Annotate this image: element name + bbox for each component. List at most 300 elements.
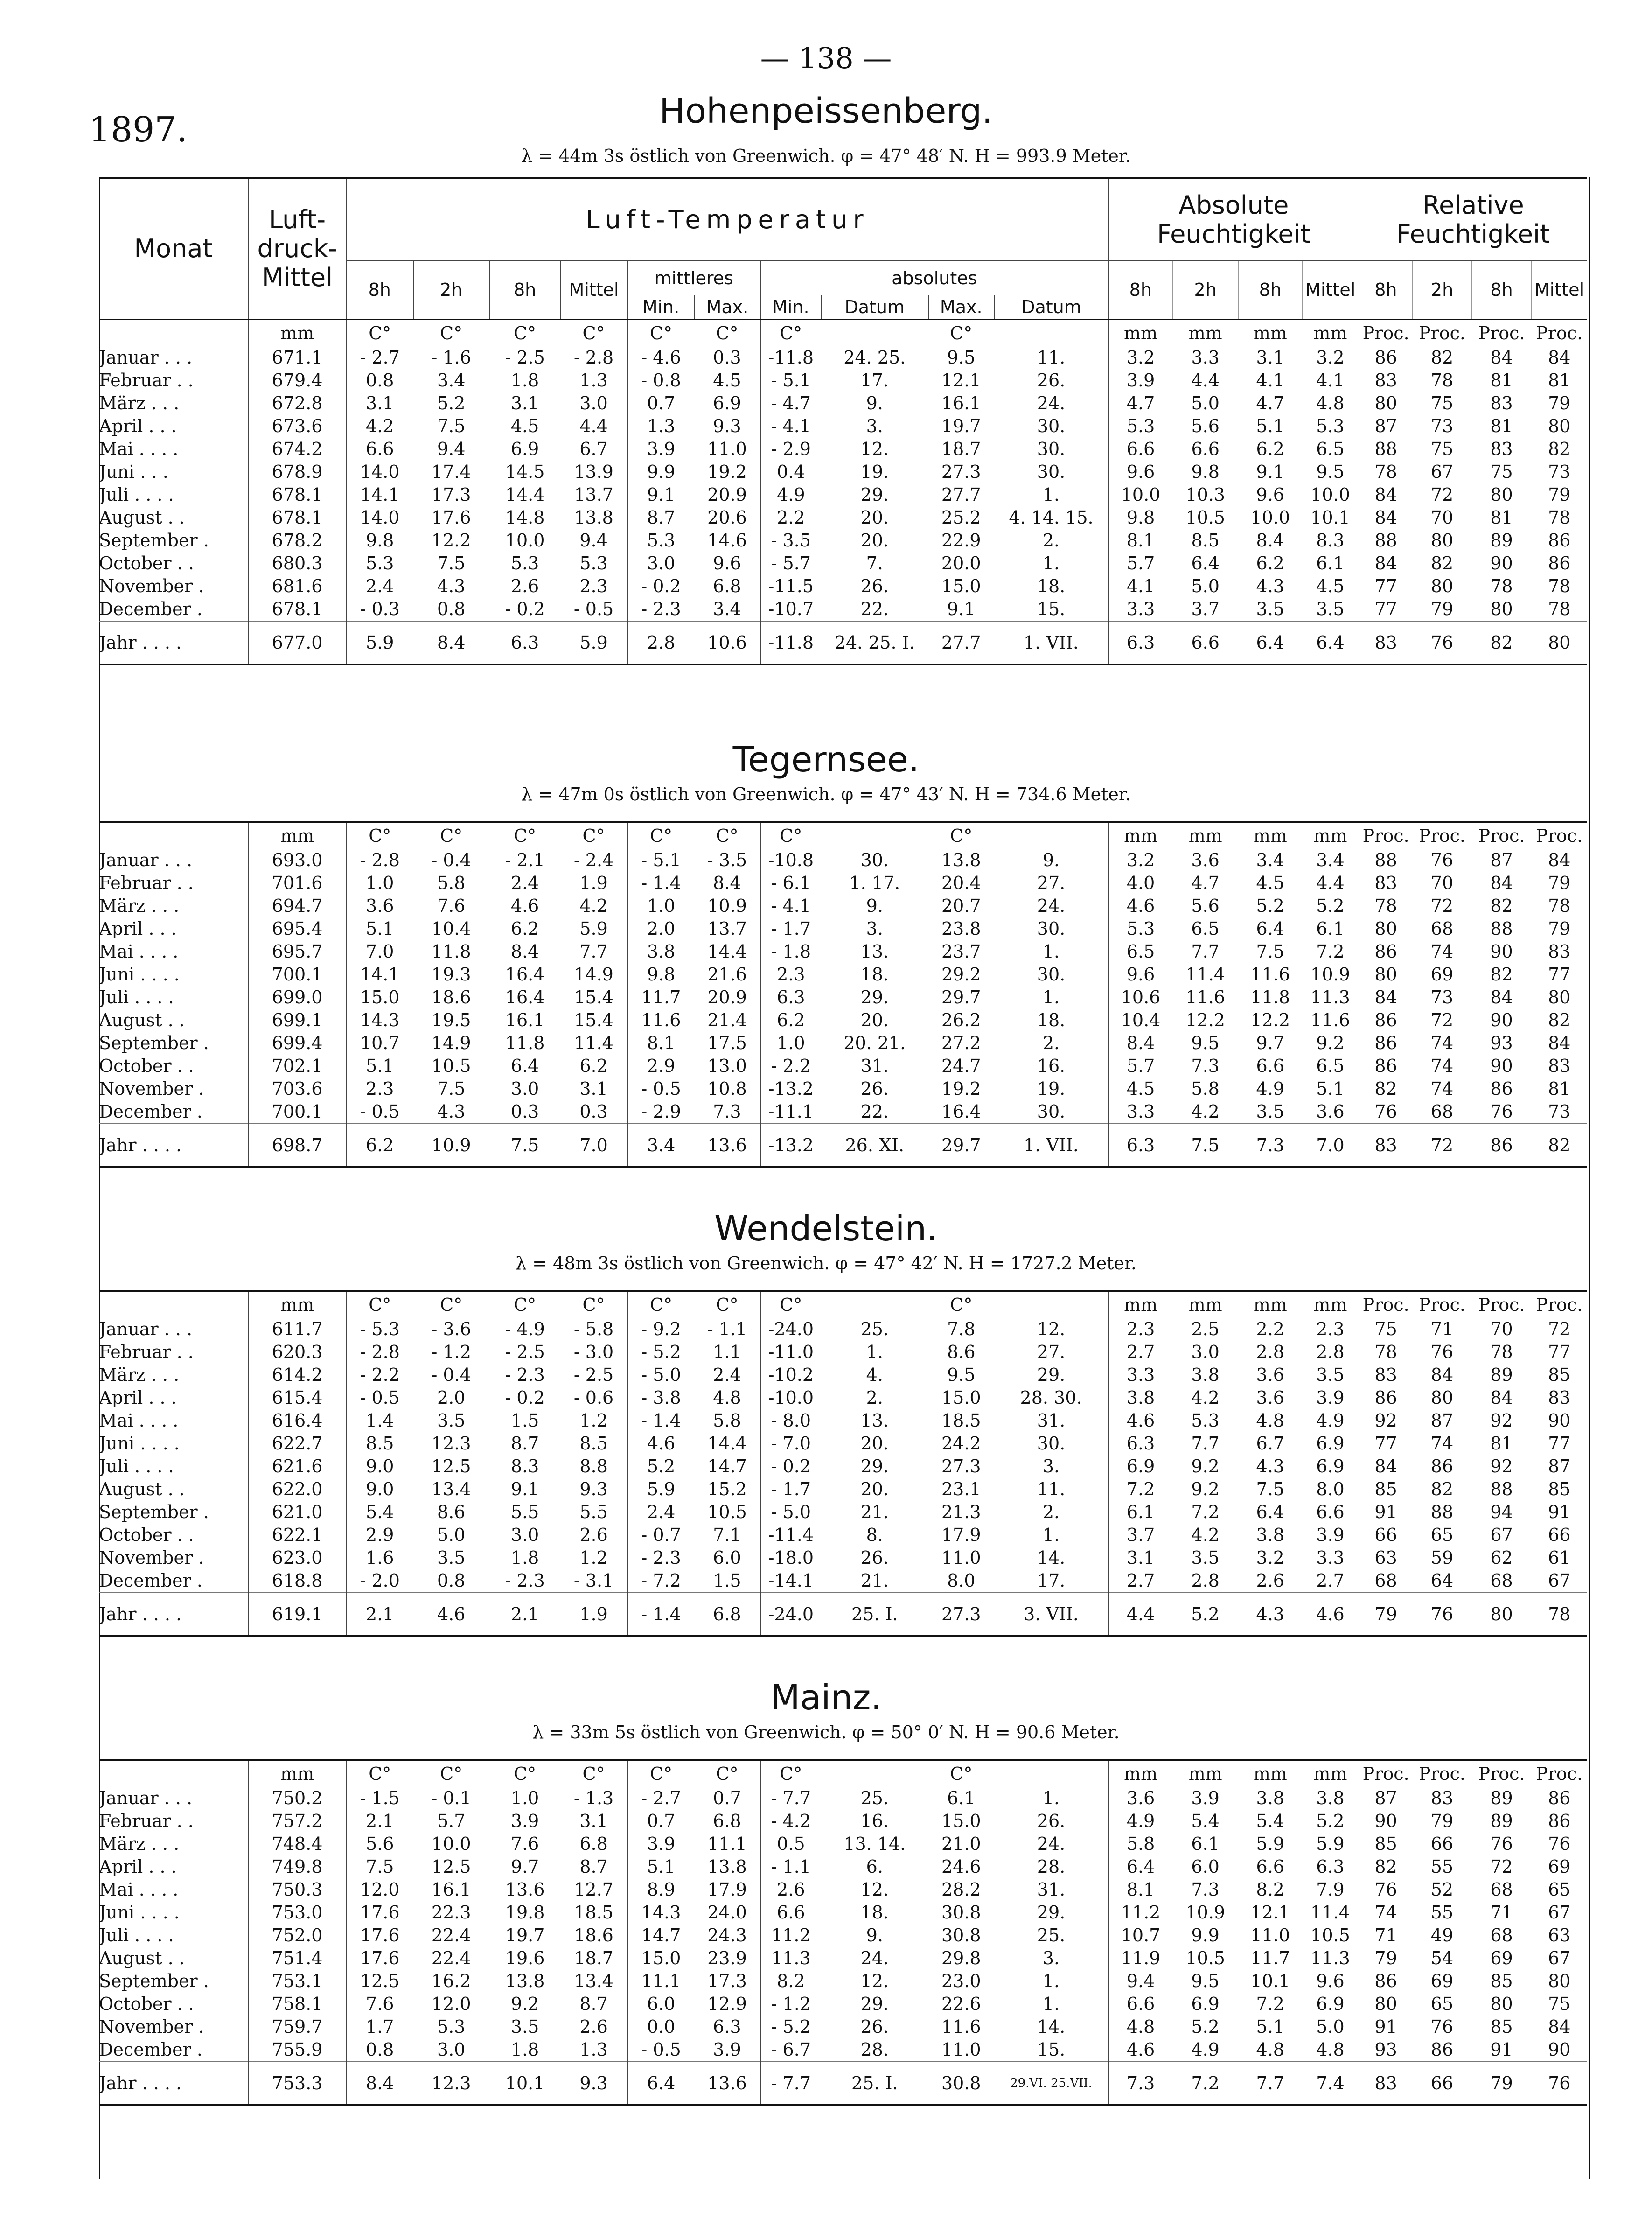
data-cell: 10.6 <box>1108 986 1172 1009</box>
unit-cell: C° <box>627 1291 695 1318</box>
data-cell: 2.0 <box>627 917 695 940</box>
data-cell: 4.3 <box>1256 576 1284 596</box>
data-cell: 6.0 <box>713 1547 741 1568</box>
data-cell: 7.5 <box>1256 941 1284 962</box>
data-cell: 10.3 <box>1185 484 1225 505</box>
data-cell: 30. <box>1037 964 1066 985</box>
jahr-cell: 10.1 <box>489 2062 560 2105</box>
data-cell: 14. <box>1037 1547 1066 1568</box>
data-cell: 15.0 <box>941 576 981 596</box>
data-cell: 3.5 <box>1256 599 1284 619</box>
data-cell: - 3.6 <box>431 1319 471 1339</box>
data-cell: 12. <box>860 1971 889 1991</box>
data-cell: 19.7 <box>941 416 981 436</box>
jahr-cell: 7.0 <box>1302 1124 1359 1167</box>
data-cell: 0.7 <box>713 1788 741 1808</box>
data-cell: 76 <box>1490 1101 1513 1122</box>
data-cell: 10.7 <box>346 1032 413 1055</box>
month-label: Juli . . . . <box>99 1925 174 1946</box>
data-cell: 12.5 <box>346 1970 413 1993</box>
data-cell: 71 <box>1430 1319 1454 1339</box>
data-cell: 755.9 <box>248 2038 346 2062</box>
month-label: August . . <box>99 1479 185 1499</box>
data-cell: - 1.2 <box>431 1342 471 1362</box>
data-cell: 70 <box>1430 507 1454 528</box>
table-row <box>99 1409 1587 1432</box>
table-row <box>99 1901 1587 1924</box>
data-cell: 9.1 <box>1256 462 1284 482</box>
unit-cell: mm <box>1238 822 1302 849</box>
data-cell: 84 <box>1359 506 1413 529</box>
data-cell: - 7.0 <box>760 1432 821 1455</box>
data-cell: 3.6 <box>1256 1387 1284 1408</box>
unit-cell: C° <box>346 822 413 849</box>
table-row <box>99 506 1587 529</box>
data-cell: 19.7 <box>505 1925 545 1946</box>
data-cell: 1.5 <box>510 1410 539 1431</box>
jahr-cell: 66 <box>1413 2062 1472 2105</box>
data-cell: 703.6 <box>248 1078 346 1100</box>
unit-cell: C° <box>694 1291 760 1318</box>
data-cell: 4.8 <box>1108 2016 1172 2038</box>
data-cell: 3.3 <box>1108 598 1172 621</box>
data-cell: 750.3 <box>248 1878 346 1901</box>
data-cell: 678.9 <box>248 461 346 483</box>
header-hour: 8h <box>489 261 560 320</box>
data-cell: 13.9 <box>574 462 613 482</box>
data-cell: 75 <box>1490 462 1513 482</box>
unit-cell: C° <box>760 320 821 347</box>
data-cell: 75 <box>1430 393 1454 413</box>
data-cell: 2.5 <box>1191 1319 1220 1339</box>
data-cell: - 4.6 <box>627 346 695 369</box>
data-cell: 9.1 <box>627 483 695 506</box>
data-cell: 85 <box>1359 1478 1413 1501</box>
data-cell: 4.1 <box>1256 370 1284 391</box>
data-cell: 3.7 <box>1108 1524 1172 1547</box>
jahr-cell: 26. XI. <box>821 1124 928 1167</box>
data-cell: 49 <box>1430 1925 1454 1946</box>
data-cell: 86 <box>1359 1386 1413 1409</box>
table-row <box>99 2016 1587 2038</box>
jahr-cell: 5.9 <box>560 621 627 665</box>
data-cell: 1.0 <box>760 1032 821 1055</box>
header-hour: Mittel <box>1532 261 1587 320</box>
data-cell: 3.6 <box>1316 1101 1345 1122</box>
data-cell: 5.1 <box>346 917 413 940</box>
month-label: November . <box>99 2016 204 2037</box>
jahr-cell: 29.VI. 25.VII. <box>994 2062 1108 2105</box>
data-cell: 7.5 <box>437 1078 466 1099</box>
data-cell: 2.1 <box>346 1810 413 1833</box>
data-cell: 71 <box>1490 1902 1513 1923</box>
data-cell: - 1.4 <box>627 1409 695 1432</box>
data-cell: 89 <box>1490 1365 1513 1385</box>
data-cell: 7.3 <box>713 1101 741 1122</box>
jahr-cell: 80 <box>1471 1593 1531 1636</box>
unit-cell: Proc. <box>1413 1291 1472 1318</box>
data-cell: 3. <box>1042 1456 1060 1477</box>
data-cell: 5.9 <box>579 918 608 939</box>
data-cell: 9. <box>866 1925 883 1946</box>
data-cell: 4.9 <box>1108 1810 1172 1833</box>
data-cell: 1. <box>1042 1788 1060 1808</box>
data-cell: 78 <box>1430 370 1454 391</box>
data-cell: 699.1 <box>248 1009 346 1032</box>
data-cell: 2.6 <box>579 1525 608 1545</box>
data-cell: 28. <box>1037 1856 1066 1877</box>
data-cell: 7.9 <box>1316 1879 1345 1900</box>
data-cell: 19.5 <box>431 1010 471 1030</box>
data-cell: - 5.1 <box>760 369 821 392</box>
data-cell: - 5.2 <box>760 2016 821 2038</box>
data-cell: 16. <box>1037 1056 1066 1076</box>
data-cell: 4.5 <box>1108 1078 1172 1100</box>
data-cell: 5.2 <box>627 1455 695 1478</box>
data-cell: - 5.3 <box>346 1318 413 1341</box>
data-cell: - 2.3 <box>505 1570 545 1591</box>
data-cell: 4.2 <box>1191 1101 1220 1122</box>
data-cell: 52 <box>1430 1879 1454 1900</box>
data-cell: 8.4 <box>713 873 741 893</box>
data-cell: 12. <box>1037 1319 1066 1339</box>
table-row <box>99 1318 1587 1341</box>
jahr-cell: 7.7 <box>1238 2062 1302 2105</box>
jahr-row <box>99 1593 1587 1636</box>
data-cell: 4.7 <box>1108 392 1172 415</box>
data-cell: 14.4 <box>707 1433 747 1454</box>
data-cell: 11.3 <box>1310 987 1350 1008</box>
data-cell: - 0.1 <box>431 1788 471 1808</box>
data-cell: 8.9 <box>627 1878 695 1901</box>
jahr-cell: 7.5 <box>1172 1124 1238 1167</box>
data-cell: 15.4 <box>574 1010 613 1030</box>
data-cell: 5.3 <box>579 553 608 574</box>
data-cell: 5.1 <box>1256 416 1284 436</box>
data-cell: 90 <box>1490 1010 1513 1030</box>
data-cell: 65 <box>1430 1994 1454 2014</box>
data-cell: 80 <box>1548 1971 1571 1991</box>
data-cell: 748.4 <box>248 1833 346 1855</box>
table-row <box>99 1032 1587 1055</box>
unit-cell: Proc. <box>1359 1760 1413 1787</box>
data-cell: 83 <box>1490 439 1513 459</box>
data-cell: - 4.9 <box>505 1319 545 1339</box>
data-cell: 9.4 <box>1108 1970 1172 1993</box>
data-cell: 9.5 <box>1191 1971 1220 1991</box>
data-cell: 3.2 <box>1316 347 1345 368</box>
jahr-cell: 12.3 <box>413 2062 489 2105</box>
data-cell: 11.7 <box>1250 1948 1290 1968</box>
data-cell: 6.8 <box>713 1811 741 1831</box>
data-cell: 20.9 <box>707 484 747 505</box>
data-cell: 4.3 <box>1256 1456 1284 1477</box>
unit-cell: Proc. <box>1532 1291 1587 1318</box>
data-cell: - 5.7 <box>760 552 821 575</box>
data-cell: 9.3 <box>579 1479 608 1499</box>
jahr-cell: 83 <box>1359 621 1413 665</box>
data-cell: 2. <box>866 1387 883 1408</box>
month-label: Januar . . . <box>99 1319 193 1339</box>
data-cell: 68 <box>1430 1101 1454 1122</box>
data-cell: 4.1 <box>1316 370 1345 391</box>
data-cell: 26. <box>860 2016 889 2037</box>
data-cell: 9.2 <box>1191 1456 1220 1477</box>
data-cell: - 5.0 <box>760 1501 821 1524</box>
data-cell: 13. <box>860 941 889 962</box>
data-cell: 75 <box>1430 439 1454 459</box>
data-cell: 6.6 <box>1108 438 1172 461</box>
data-cell: 4.0 <box>1108 872 1172 895</box>
data-cell: 80 <box>1490 1994 1513 2014</box>
data-cell: 16.4 <box>941 1101 981 1122</box>
unit-cell: Proc. <box>1359 1291 1413 1318</box>
data-cell: 24.2 <box>941 1433 981 1454</box>
data-cell: 10.9 <box>707 896 747 916</box>
data-cell: 82 <box>1490 896 1513 916</box>
data-cell: 2.8 <box>1316 1342 1345 1362</box>
table-row <box>99 1501 1587 1524</box>
jahr-cell: 76 <box>1413 1593 1472 1636</box>
data-cell: 6.2 <box>760 1009 821 1032</box>
data-cell: 8.8 <box>579 1456 608 1477</box>
data-cell: - 6.1 <box>760 872 821 895</box>
data-cell: 10.0 <box>431 1834 471 1854</box>
data-cell: 13.7 <box>574 484 613 505</box>
data-cell: - 4.1 <box>760 415 821 438</box>
jahr-cell: 753.3 <box>248 2062 346 2105</box>
data-cell: 54 <box>1430 1948 1454 1968</box>
month-label: December . <box>99 1570 202 1591</box>
data-cell: 15.0 <box>346 986 413 1009</box>
data-cell: - 2.0 <box>346 1569 413 1593</box>
data-cell: 2.3 <box>760 963 821 986</box>
month-label: März . . . <box>99 393 180 413</box>
header-hour: 2h <box>1413 261 1472 320</box>
data-cell: - 1.7 <box>760 1478 821 1501</box>
jahr-cell: - 1.4 <box>627 1593 695 1636</box>
header-hour: Mittel <box>560 261 627 320</box>
data-cell: 3.2 <box>1108 346 1172 369</box>
month-label: Februar . . <box>99 873 194 893</box>
data-cell: 9.6 <box>1256 484 1284 505</box>
data-cell: 86 <box>1548 530 1571 551</box>
data-cell: 8.6 <box>437 1502 466 1522</box>
data-cell: 6.2 <box>510 918 539 939</box>
unit-cell: C° <box>346 1760 413 1787</box>
station-coordinates: λ = 44m 3s östlich von Greenwich. φ = 47° 48′ N. H = 993.9 Meter. <box>521 146 1131 166</box>
data-cell: 3.4 <box>437 370 466 391</box>
data-cell: 4.8 <box>1316 393 1345 413</box>
data-cell: - 0.6 <box>573 1387 614 1408</box>
data-cell: 83 <box>1430 1788 1454 1808</box>
data-cell: 3.5 <box>437 1410 466 1431</box>
data-cell: 86 <box>1359 346 1413 369</box>
header-hour: 8h <box>1472 261 1532 320</box>
data-cell: 14.0 <box>346 506 413 529</box>
table-row <box>99 575 1587 598</box>
unit-cell: Proc. <box>1532 320 1587 347</box>
data-cell: - 1.3 <box>573 1788 614 1808</box>
data-cell: 11.0 <box>941 1547 981 1568</box>
data-cell: 1.8 <box>510 1547 539 1568</box>
month-label: November . <box>99 576 204 596</box>
jahr-cell: 4.6 <box>413 1593 489 1636</box>
data-cell: 11.2 <box>1108 1901 1172 1924</box>
data-cell: 17.5 <box>707 1033 747 1053</box>
data-cell: 12.9 <box>707 1994 747 2014</box>
data-cell: 74 <box>1430 1078 1454 1099</box>
data-cell: 84 <box>1430 1365 1454 1385</box>
data-cell: 29.8 <box>941 1948 981 1968</box>
data-cell: 7.6 <box>437 896 466 916</box>
month-label: Februar . . <box>99 1342 194 1362</box>
data-cell: 4.9 <box>1316 1410 1345 1431</box>
data-cell: 0.5 <box>760 1833 821 1855</box>
data-cell: 78 <box>1548 896 1571 916</box>
data-cell: 14.8 <box>505 507 545 528</box>
data-cell: 23.0 <box>941 1971 981 1991</box>
data-cell: 9.9 <box>627 461 695 483</box>
data-cell: 66 <box>1359 1524 1413 1547</box>
data-cell: - 0.5 <box>346 1100 413 1124</box>
data-cell: 69 <box>1430 964 1454 985</box>
unit-cell: Proc. <box>1359 320 1413 347</box>
data-cell: 24.3 <box>707 1925 747 1946</box>
table-row <box>99 1810 1587 1833</box>
data-cell: 30. <box>1037 918 1066 939</box>
data-cell: 72 <box>1430 896 1454 916</box>
data-cell: 27.3 <box>941 1456 981 1477</box>
data-cell: 695.4 <box>248 917 346 940</box>
data-cell: 5.6 <box>1191 896 1220 916</box>
data-cell: 758.1 <box>248 1993 346 2016</box>
data-cell: 4.4 <box>579 416 608 436</box>
data-cell: 88 <box>1359 529 1413 552</box>
data-cell: 90 <box>1490 1056 1513 1076</box>
data-cell: 700.1 <box>248 1100 346 1124</box>
data-cell: 9.5 <box>947 1365 976 1385</box>
data-cell: 22.4 <box>431 1948 471 1968</box>
data-cell: 17.9 <box>941 1525 981 1545</box>
unit-cell: mm <box>1302 320 1359 347</box>
data-cell: 19.3 <box>431 964 471 985</box>
unit-cell: C° <box>560 1291 627 1318</box>
data-cell: 90 <box>1490 553 1513 574</box>
data-cell: 17. <box>860 370 889 391</box>
data-cell: 16.1 <box>431 1879 471 1900</box>
month-label: April . . . <box>99 1856 177 1877</box>
data-cell: 8.0 <box>947 1570 976 1591</box>
data-cell: 81 <box>1490 1433 1513 1454</box>
data-cell: 614.2 <box>248 1364 346 1386</box>
data-cell: 69 <box>1490 1948 1513 1968</box>
data-cell: - 1.1 <box>760 1855 821 1878</box>
data-cell: 86 <box>1359 1055 1413 1078</box>
data-cell: 14.4 <box>505 484 545 505</box>
jahr-row <box>99 621 1587 665</box>
data-cell: 2. <box>1042 530 1060 551</box>
data-cell: 3.9 <box>1316 1525 1345 1545</box>
data-cell: 5.3 <box>510 553 539 574</box>
data-cell: -11.1 <box>760 1100 821 1124</box>
data-cell: 31. <box>860 1056 889 1076</box>
data-cell: 80 <box>1430 1387 1454 1408</box>
data-cell: 11.6 <box>627 1009 695 1032</box>
data-cell: 13.7 <box>707 918 747 939</box>
data-cell: 4.8 <box>1256 2039 1284 2060</box>
data-cell: 8.3 <box>1316 530 1345 551</box>
data-cell: 8.6 <box>947 1342 976 1362</box>
table-row <box>99 346 1587 369</box>
data-cell: 9.5 <box>1316 462 1345 482</box>
data-cell: 14.3 <box>346 1009 413 1032</box>
data-cell: 79 <box>1430 599 1454 619</box>
data-cell: 7. <box>866 553 883 574</box>
data-cell: 6.4 <box>1256 1502 1284 1522</box>
data-cell: 6.1 <box>1316 553 1345 574</box>
data-cell: 6.5 <box>1316 439 1345 459</box>
data-cell: 1.4 <box>346 1409 413 1432</box>
data-cell: 9.7 <box>510 1856 539 1877</box>
unit-cell: C° <box>489 1291 560 1318</box>
table-row <box>99 1947 1587 1970</box>
data-cell: 9. <box>866 896 883 916</box>
jahr-cell: 6.4 <box>1302 621 1359 665</box>
data-cell: 24. <box>1037 1834 1066 1854</box>
jahr-cell: 2.1 <box>489 1593 560 1636</box>
jahr-cell: 76 <box>1413 621 1472 665</box>
unit-cell: C° <box>627 320 695 347</box>
header-absolutes: absolutes <box>760 261 1108 295</box>
data-cell: 10.5 <box>1185 507 1225 528</box>
data-cell: 1.9 <box>579 873 608 893</box>
table-body <box>99 1291 1587 1636</box>
data-cell: 11.2 <box>760 1924 821 1947</box>
data-cell: 88 <box>1359 849 1413 872</box>
jahr-cell: 24. 25. I. <box>821 621 928 665</box>
data-cell: 4.2 <box>346 415 413 438</box>
jahr-cell: 76 <box>1532 2062 1587 2105</box>
data-cell: 15.0 <box>941 1387 981 1408</box>
data-cell: 0.3 <box>510 1101 539 1122</box>
data-cell: 15.0 <box>941 1811 981 1831</box>
table-row <box>99 415 1587 438</box>
data-cell: 1.7 <box>346 2016 413 2038</box>
data-cell: 27.2 <box>941 1033 981 1053</box>
data-cell: 85 <box>1359 1833 1413 1855</box>
data-cell: 81 <box>1548 370 1571 391</box>
unit-cell: Proc. <box>1472 320 1532 347</box>
data-cell: 6.8 <box>713 576 741 596</box>
data-cell: 3.0 <box>1191 1342 1220 1362</box>
data-cell: 85 <box>1490 1971 1513 1991</box>
jahr-cell: 72 <box>1413 1124 1472 1167</box>
month-label: Mai . . . . <box>99 1410 179 1431</box>
unit-cell <box>994 320 1108 347</box>
data-cell: 13.8 <box>574 507 613 528</box>
data-cell: - 2.3 <box>627 1547 695 1569</box>
jahr-cell: -24.0 <box>760 1593 821 1636</box>
data-cell: 4.6 <box>510 896 539 916</box>
data-cell: 79 <box>1548 873 1571 893</box>
data-cell: 31. <box>1037 1879 1066 1900</box>
data-cell: 5.8 <box>437 873 466 893</box>
data-cell: 70 <box>1490 1319 1513 1339</box>
unit-cell: mm <box>1108 1291 1172 1318</box>
data-cell: 14.7 <box>707 1456 747 1477</box>
table-row <box>99 552 1587 575</box>
